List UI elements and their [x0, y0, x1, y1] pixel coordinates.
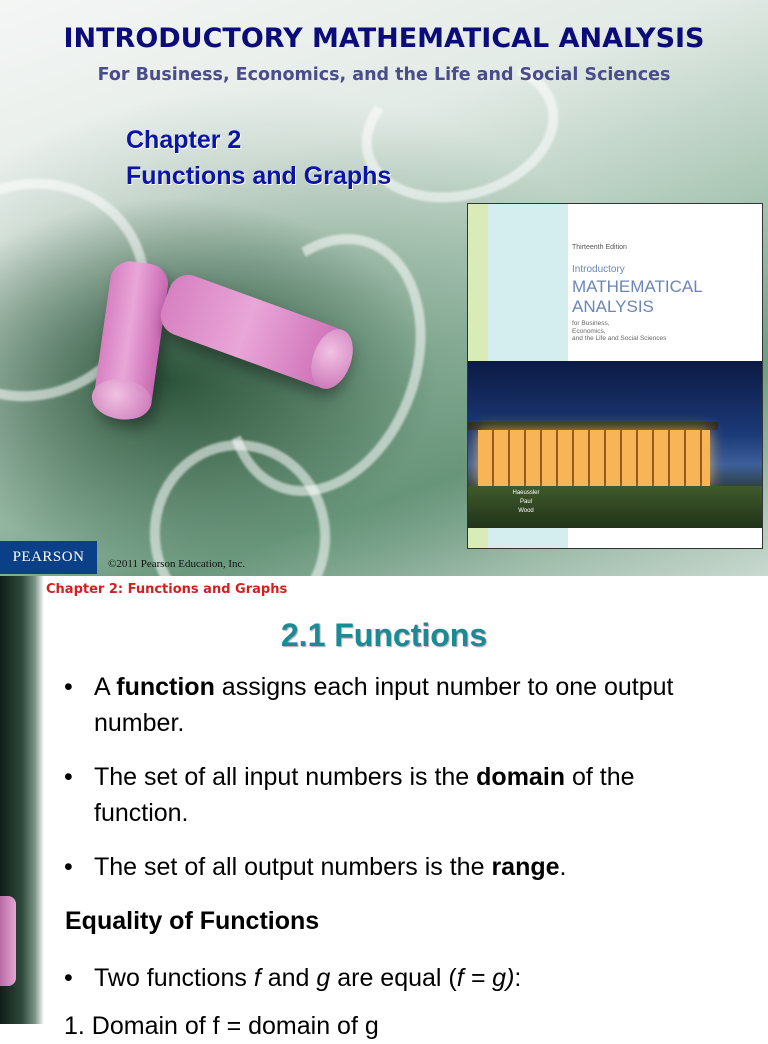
- text-run: are equal (: [330, 964, 457, 992]
- text-run: Two functions: [94, 964, 254, 992]
- text-run: The set of all input numbers is the: [94, 763, 477, 791]
- equality-list: [64, 960, 724, 996]
- copyright-notice: ©2011 Pearson Education, Inc.: [108, 558, 246, 570]
- section-heading: Equality of Functions: [65, 907, 320, 935]
- chapter-heading: [126, 122, 391, 194]
- book-title: INTRODUCTORY MATHEMATICAL ANALYSIS: [63, 23, 705, 54]
- chapter-label: Chapter 2: [126, 126, 242, 154]
- chapter-title: Functions and Graphs: [126, 162, 392, 190]
- chalk-fragment: [0, 896, 16, 986]
- text-run: assigns each input number to one output number.: [94, 673, 674, 737]
- functions-slide: [0, 576, 768, 1040]
- cutoff-list-item: 1. Domain of f = domain of g: [64, 1012, 379, 1040]
- cover-title: [572, 277, 703, 317]
- cover-title-line: MATHEMATICAL: [572, 277, 703, 296]
- cover-intro: Introductory: [572, 264, 625, 275]
- term-range: range: [491, 853, 560, 881]
- book-subtitle: For Business, Economics, and the Life and Social Sciences: [97, 65, 671, 85]
- text-run: A: [94, 673, 117, 701]
- text-run: The set of all output numbers is the: [94, 853, 492, 881]
- slide-header: Chapter 2: Functions and Graphs: [46, 582, 288, 597]
- bullet-icon: •: [64, 763, 73, 791]
- cover-title-line: ANALYSIS: [572, 297, 654, 316]
- bullet-icon: •: [64, 964, 73, 992]
- pearson-logo: PEARSON: [0, 541, 97, 574]
- cover-audience: for Business, Economics, and the Life and Social Sciences: [572, 320, 667, 342]
- slide-title: 2.1 Functions: [280, 617, 488, 653]
- book-cover-image: [467, 203, 763, 549]
- cover-authors: Haeussler Paul Wood: [512, 490, 540, 514]
- list-item: [64, 849, 724, 885]
- cover-building-roof: [468, 422, 718, 430]
- list-item: [64, 759, 724, 831]
- cover-building: [478, 430, 710, 486]
- list-item: [64, 960, 724, 996]
- math-var: g: [316, 964, 331, 992]
- text-run: of the function.: [94, 763, 635, 827]
- text-run: .: [559, 853, 567, 881]
- list-item: [64, 669, 724, 741]
- cover-edition: Thirteenth Edition: [572, 244, 627, 251]
- text-run: and: [260, 964, 317, 992]
- term-function: function: [116, 673, 215, 701]
- math-expr: f = g): [456, 964, 515, 992]
- math-var: f: [253, 964, 261, 992]
- text-run: :: [514, 964, 522, 992]
- term-domain: domain: [476, 763, 566, 791]
- bullet-icon: •: [64, 853, 73, 881]
- definition-list: [64, 669, 724, 903]
- bullet-icon: •: [64, 673, 73, 701]
